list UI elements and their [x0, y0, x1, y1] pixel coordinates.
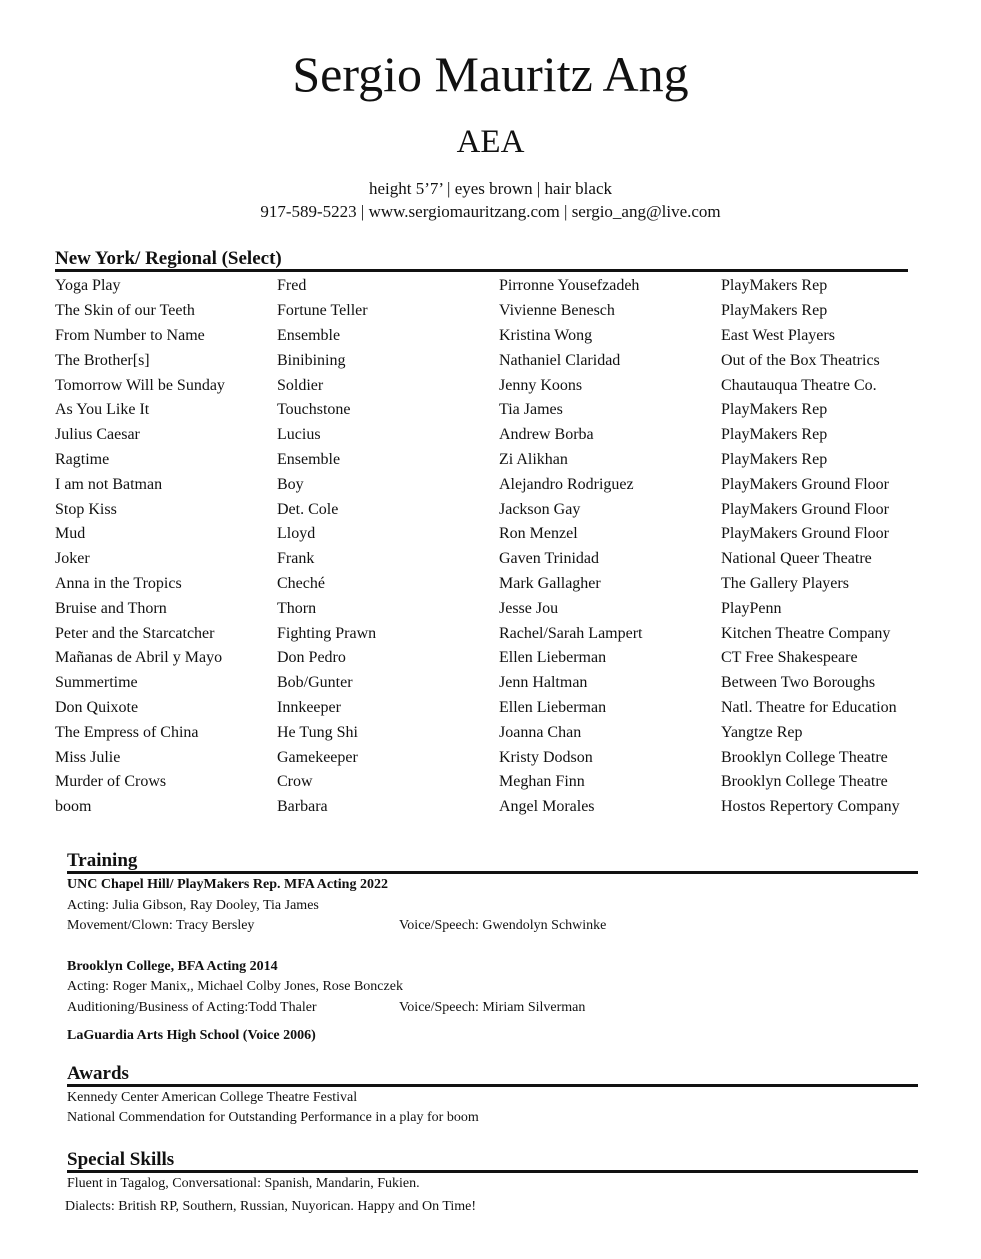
credit-theatre: Yangtze Rep: [721, 723, 803, 741]
credit-show: Yoga Play: [55, 277, 121, 295]
credit-row: [55, 274, 925, 299]
credit-director: Nathaniel Claridad: [499, 351, 621, 369]
credit-show: The Empress of China: [55, 723, 199, 741]
credit-show: As You Like It: [55, 401, 150, 419]
training-laguardia-title: LaGuardia Arts High School (Voice 2006): [67, 1028, 316, 1043]
credit-role: Fred: [277, 277, 307, 295]
credit-director: Gaven Trinidad: [499, 550, 599, 568]
credit-theatre: The Gallery Players: [721, 574, 849, 592]
credit-row: [55, 646, 925, 671]
credit-show: boom: [55, 798, 92, 816]
credit-theatre: Brooklyn College Theatre: [721, 773, 888, 791]
credit-theatre: PlayMakers Rep: [721, 401, 828, 419]
credit-role: Ensemble: [277, 326, 341, 344]
credit-show: Stop Kiss: [55, 500, 117, 518]
credit-theatre: East West Players: [721, 326, 835, 344]
credit-director: Zi Alikhan: [499, 450, 568, 468]
credit-row: [55, 795, 925, 820]
credit-role: Don Pedro: [277, 649, 346, 667]
credit-role: Fighting Prawn: [277, 624, 377, 642]
credit-theatre: PlayMakers Ground Floor: [721, 500, 889, 518]
training-unc-title: UNC Chapel Hill/ PlayMakers Rep. MFA Acting 2022: [67, 877, 388, 892]
credit-show: Joker: [55, 550, 90, 568]
training-unc-movement: Movement/Clown: Tracy Bersley: [67, 918, 255, 933]
credit-role: Lucius: [277, 426, 321, 444]
credit-director: Jackson Gay: [499, 500, 581, 518]
credit-show: From Number to Name: [55, 326, 205, 344]
training-bc-voice: Voice/Speech: Miriam Silverman: [399, 1000, 586, 1015]
training-bc-acting: Acting: Roger Manix,, Michael Colby Jones, Rose Bonczek: [67, 979, 403, 994]
training-unc-acting: Acting: Julia Gibson, Ray Dooley, Tia James: [67, 898, 319, 913]
credits-heading: New York/ Regional (Select): [55, 249, 908, 272]
credit-theatre: National Queer Theatre: [721, 550, 872, 568]
training-unc-voice: Voice/Speech: Gwendolyn Schwinke: [399, 918, 607, 933]
contact-info: 917-589-5223 | www.sergiomauritzang.com | sergio_ang@live.com: [260, 202, 721, 221]
awards-heading: Awards: [67, 1064, 918, 1087]
credit-role: Thorn: [277, 599, 317, 617]
credit-theatre: PlayPenn: [721, 599, 782, 617]
credit-show: Summertime: [55, 674, 138, 692]
credit-theatre: Natl. Theatre for Education: [721, 698, 897, 716]
credit-director: Jenn Haltman: [499, 674, 588, 692]
credit-show: The Skin of our Teeth: [55, 302, 195, 320]
credit-row: [55, 547, 925, 572]
credit-director: Angel Morales: [499, 798, 595, 816]
credit-role: Cheché: [277, 574, 325, 592]
credit-show: Ragtime: [55, 450, 110, 468]
credit-row: [55, 522, 925, 547]
credit-theatre: Chautauqua Theatre Co.: [721, 376, 877, 394]
credit-director: Tia James: [499, 401, 563, 419]
credit-show: Tomorrow Will be Sunday: [55, 376, 225, 394]
credit-row: [55, 423, 925, 448]
credit-row: [55, 770, 925, 795]
credit-show: Peter and the Starcatcher: [55, 624, 215, 642]
credit-director: Alejandro Rodriguez: [499, 475, 634, 493]
skills-line-1: Fluent in Tagalog, Conversational: Spanish, Mandarin, Fukien.: [67, 1176, 420, 1191]
credit-theatre: PlayMakers Rep: [721, 277, 828, 295]
credit-director: Vivienne Benesch: [499, 302, 615, 320]
credit-show: Don Quixote: [55, 698, 139, 716]
credit-director: Jesse Jou: [499, 599, 559, 617]
credit-row: [55, 373, 925, 398]
credit-row: [55, 621, 925, 646]
credit-row: [55, 745, 925, 770]
credit-row: [55, 720, 925, 745]
credit-role: Innkeeper: [277, 698, 341, 716]
credit-director: Ellen Lieberman: [499, 649, 607, 667]
credit-director: Meghan Finn: [499, 773, 585, 791]
credit-row: [55, 696, 925, 721]
credit-role: Soldier: [277, 376, 324, 394]
credit-director: Jenny Koons: [499, 376, 583, 394]
skills-heading: Special Skills: [67, 1150, 918, 1173]
credit-theatre: PlayMakers Ground Floor: [721, 475, 889, 493]
credit-show: Julius Caesar: [55, 426, 140, 444]
training-bc-auditioning: Auditioning/Business of Acting:Todd Thaler: [67, 1000, 317, 1015]
credit-row: [55, 497, 925, 522]
credit-theatre: PlayMakers Rep: [721, 450, 828, 468]
award-line-1: Kennedy Center American College Theatre Festival: [67, 1090, 358, 1105]
credit-director: Kristina Wong: [499, 326, 593, 344]
credit-show: Miss Julie: [55, 748, 121, 766]
credit-row: [55, 572, 925, 597]
credit-role: Ensemble: [277, 450, 341, 468]
credit-role: Boy: [277, 475, 304, 493]
credit-director: Mark Gallagher: [499, 574, 601, 592]
credit-director: Rachel/Sarah Lampert: [499, 624, 643, 642]
credit-director: Ron Menzel: [499, 525, 578, 543]
credit-role: Crow: [277, 773, 313, 791]
credit-row: [55, 324, 925, 349]
credit-theatre: PlayMakers Ground Floor: [721, 525, 889, 543]
credit-row: [55, 348, 925, 373]
credit-director: Ellen Lieberman: [499, 698, 607, 716]
credit-role: Barbara: [277, 798, 328, 816]
training-heading: Training: [67, 851, 918, 874]
credit-role: Bob/Gunter: [277, 674, 353, 692]
credits-table: [55, 274, 925, 820]
credit-theatre: PlayMakers Rep: [721, 426, 828, 444]
credit-role: Fortune Teller: [277, 302, 368, 320]
credit-director: Andrew Borba: [499, 426, 594, 444]
credit-show: Mud: [55, 525, 86, 543]
credit-director: Kristy Dodson: [499, 748, 593, 766]
union-affiliation: AEA: [456, 124, 525, 160]
credit-role: Det. Cole: [277, 500, 339, 518]
credit-role: Binibining: [277, 351, 346, 369]
credit-theatre: Out of the Box Theatrics: [721, 351, 880, 369]
training-bc-title: Brooklyn College, BFA Acting 2014: [67, 959, 278, 974]
actor-name: Sergio Mauritz Ang: [292, 46, 689, 102]
credit-row: [55, 398, 925, 423]
credit-role: Lloyd: [277, 525, 316, 543]
credit-show: The Brother[s]: [55, 351, 150, 369]
credit-show: Murder of Crows: [55, 773, 167, 791]
credit-director: Joanna Chan: [499, 723, 582, 741]
award-line-2: National Commendation for Outstanding Performance in a play for boom: [67, 1110, 479, 1125]
credit-theatre: Hostos Repertory Company: [721, 798, 900, 816]
credit-theatre: Kitchen Theatre Company: [721, 624, 891, 642]
credit-show: Bruise and Thorn: [55, 599, 167, 617]
credit-row: [55, 448, 925, 473]
credit-role: Frank: [277, 550, 315, 568]
credit-theatre: CT Free Shakespeare: [721, 649, 858, 667]
credit-row: [55, 299, 925, 324]
credit-role: Touchstone: [277, 401, 351, 419]
credit-show: Anna in the Tropics: [55, 574, 182, 592]
credit-role: He Tung Shi: [277, 723, 358, 741]
credit-show: Mañanas de Abril y Mayo: [55, 649, 223, 667]
credit-row: [55, 472, 925, 497]
credit-role: Gamekeeper: [277, 748, 358, 766]
credit-show: I am not Batman: [55, 475, 163, 493]
skills-line-2: Dialects: British RP, Southern, Russian, Nuyorican. Happy and On Time!: [65, 1199, 477, 1214]
credit-theatre: PlayMakers Rep: [721, 302, 828, 320]
credit-theatre: Brooklyn College Theatre: [721, 748, 888, 766]
credit-director: Pirronne Yousefzadeh: [499, 277, 640, 295]
physical-stats: height 5’7’ | eyes brown | hair black: [369, 179, 612, 198]
credit-theatre: Between Two Boroughs: [721, 674, 876, 692]
credit-row: [55, 671, 925, 696]
credit-row: [55, 596, 925, 621]
